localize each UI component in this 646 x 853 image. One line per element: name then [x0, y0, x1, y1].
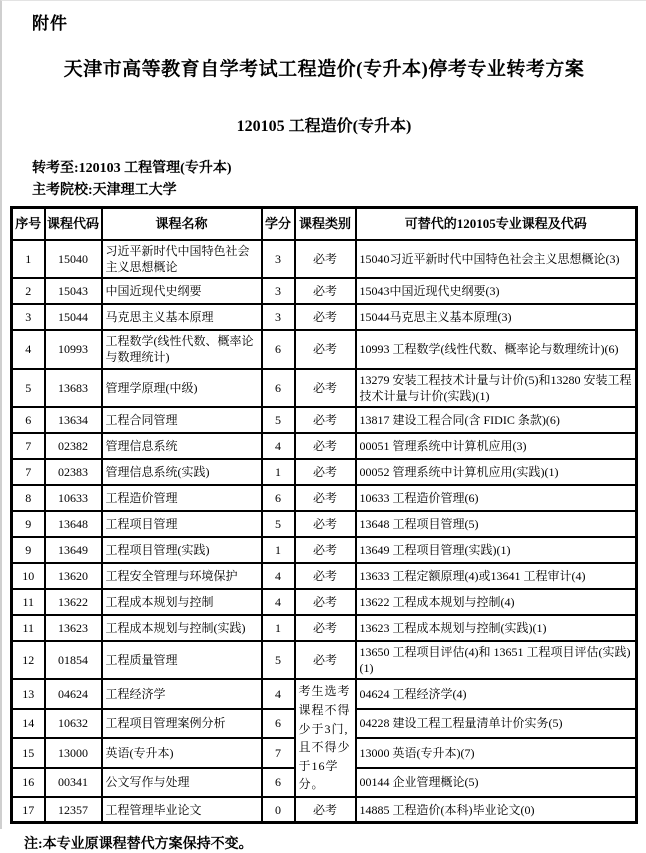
cell-replacement: 14885 工程造价(本科)毕业论文(0): [356, 797, 637, 823]
cell-category: 必考: [295, 797, 356, 823]
cell-replacement: 10633 工程造价管理(6): [356, 485, 637, 511]
cell-seq: 9: [12, 511, 45, 537]
cell-code: 13648: [45, 511, 102, 537]
cell-category: 必考: [295, 563, 356, 589]
cell-credit: 3: [262, 240, 295, 278]
cell-name: 工程合同管理: [102, 407, 262, 433]
cell-replacement: 13633 工程定额原理(4)或13641 工程审计(4): [356, 563, 637, 589]
cell-credit: 5: [262, 407, 295, 433]
cell-replacement: 13649 工程项目管理(实践)(1): [356, 537, 637, 563]
cell-name: 工程造价管理: [102, 485, 262, 511]
cell-seq: 11: [12, 615, 45, 641]
cell-credit: 1: [262, 537, 295, 563]
major-code-subtitle: 120105 工程造价(专升本): [236, 118, 412, 135]
table-row: [12, 304, 637, 330]
cell-credit: 1: [262, 459, 295, 485]
cell-code: 13623: [45, 615, 102, 641]
cell-name: 马克思主义基本原理: [102, 304, 262, 330]
cell-credit: 5: [262, 641, 295, 679]
cell-category: 必考: [295, 330, 356, 368]
cell-code: 13649: [45, 537, 102, 563]
cell-name: 工程项目管理: [102, 511, 262, 537]
cell-category: 必考: [295, 537, 356, 563]
cell-replacement: 04624 工程经济学(4): [356, 679, 637, 708]
table-row: [12, 641, 637, 679]
cell-replacement: 13623 工程成本规划与控制(实践)(1): [356, 615, 637, 641]
cell-credit: 4: [262, 433, 295, 459]
cell-name: 工程经济学: [102, 679, 262, 708]
cell-seq: 4: [12, 330, 45, 368]
footer-note: 注:本专业原课程替代方案保持不变。: [24, 837, 253, 853]
cell-seq: 15: [12, 738, 45, 767]
cell-replacement: 15040习近平新时代中国特色社会主义思想概论(3): [356, 240, 637, 278]
cell-category: 必考: [295, 407, 356, 433]
table-row: [12, 589, 637, 615]
cell-credit: 6: [262, 369, 295, 407]
cell-credit: 5: [262, 511, 295, 537]
cell-credit: 6: [262, 330, 295, 368]
cell-category: 必考: [295, 433, 356, 459]
cell-code: 13683: [45, 369, 102, 407]
table-row: [12, 797, 637, 823]
table-row: [12, 615, 637, 641]
cell-category: 必考: [295, 278, 356, 304]
cell-seq: 5: [12, 369, 45, 407]
table-row: [12, 330, 637, 368]
cell-category: 必考: [295, 485, 356, 511]
table-row: [12, 369, 637, 407]
cell-replacement: 00052 管理系统中计算机应用(实践)(1): [356, 459, 637, 485]
header-replacement: 可替代的120105专业课程及代码: [356, 208, 637, 240]
cell-name: 中国近现代史纲要: [102, 278, 262, 304]
cell-seq: 8: [12, 485, 45, 511]
cell-code: 02383: [45, 459, 102, 485]
attachment-label: 附件: [32, 14, 68, 33]
cell-name: 英语(专升本): [102, 738, 262, 767]
cell-credit: 1: [262, 615, 295, 641]
table-row: [12, 537, 637, 563]
cell-code: 13620: [45, 563, 102, 589]
cell-code: 00341: [45, 768, 102, 797]
cell-replacement: 00144 企业管理概论(5): [356, 768, 637, 797]
cell-name: 工程项目管理案例分析: [102, 709, 262, 738]
cell-replacement: 13000 英语(专升本)(7): [356, 738, 637, 767]
cell-credit: 3: [262, 278, 295, 304]
cell-name: 工程安全管理与环境保护: [102, 563, 262, 589]
cell-seq: 10: [12, 563, 45, 589]
table-row: [12, 278, 637, 304]
cell-credit: 3: [262, 304, 295, 330]
cell-code: 02382: [45, 433, 102, 459]
cell-seq: 14: [12, 709, 45, 738]
cell-name: 工程管理毕业论文: [102, 797, 262, 823]
cell-code: 12357: [45, 797, 102, 823]
cell-code: 01854: [45, 641, 102, 679]
cell-replacement: 13648 工程项目管理(5): [356, 511, 637, 537]
cell-seq: 6: [12, 407, 45, 433]
cell-seq: 12: [12, 641, 45, 679]
cell-name: 工程项目管理(实践): [102, 537, 262, 563]
table-row: [12, 407, 637, 433]
cell-seq: 17: [12, 797, 45, 823]
header-credit: 学分: [262, 208, 295, 240]
cell-category: 必考: [295, 615, 356, 641]
table-row: [12, 240, 637, 278]
cell-category: 必考: [295, 304, 356, 330]
cell-credit: 0: [262, 797, 295, 823]
cell-seq: 11: [12, 589, 45, 615]
cell-code: 13634: [45, 407, 102, 433]
table-row: [12, 459, 637, 485]
cell-replacement: 13622 工程成本规划与控制(4): [356, 589, 637, 615]
cell-category: 必考: [295, 240, 356, 278]
cell-credit: 7: [262, 738, 295, 767]
cell-replacement: 00051 管理系统中计算机应用(3): [356, 433, 637, 459]
cell-category: 必考: [295, 589, 356, 615]
header-name: 课程名称: [102, 208, 262, 240]
cell-name: 工程成本规划与控制: [102, 589, 262, 615]
cell-name: 管理信息系统(实践): [102, 459, 262, 485]
course-transfer-table: [10, 206, 638, 824]
cell-seq: 13: [12, 679, 45, 708]
cell-category: 必考: [295, 511, 356, 537]
cell-name: 工程质量管理: [102, 641, 262, 679]
table-row: [12, 433, 637, 459]
cell-code: 04624: [45, 679, 102, 708]
cell-replacement: 13817 建设工程合同(含 FIDIC 条款)(6): [356, 407, 637, 433]
cell-seq: 7: [12, 433, 45, 459]
cell-seq: 3: [12, 304, 45, 330]
cell-code: 15044: [45, 304, 102, 330]
cell-seq: 1: [12, 240, 45, 278]
transfer-info: [32, 158, 638, 201]
cell-credit: 6: [262, 709, 295, 738]
cell-credit: 6: [262, 768, 295, 797]
cell-name: 工程数学(线性代数、概率论与数理统计): [102, 330, 262, 368]
table-row: [12, 485, 637, 511]
cell-code: 15040: [45, 240, 102, 278]
cell-code: 13000: [45, 738, 102, 767]
header-category: 课程类别: [295, 208, 356, 240]
cell-credit: 6: [262, 485, 295, 511]
cell-credit: 4: [262, 589, 295, 615]
cell-replacement: 10993 工程数学(线性代数、概率论与数理统计)(6): [356, 330, 637, 368]
cell-name: 习近平新时代中国特色社会主义思想概论: [102, 240, 262, 278]
cell-seq: 2: [12, 278, 45, 304]
table-row: [12, 679, 637, 708]
document-title: 天津市高等教育自学考试工程造价(专升本)停考专业转考方案: [63, 59, 585, 80]
table-row: [12, 563, 637, 589]
cell-replacement: 13279 安装工程技术计量与计价(5)和13280 安装工程技术计量与计价(实践)(1): [356, 369, 637, 407]
cell-replacement: 15044马克思主义基本原理(3): [356, 304, 637, 330]
cell-replacement: 04228 建设工程工程量清单计价实务(5): [356, 709, 637, 738]
cell-credit: 4: [262, 563, 295, 589]
cell-replacement: 13650 工程项目评估(4)和 13651 工程项目评估(实践)(1): [356, 641, 637, 679]
cell-code: 13622: [45, 589, 102, 615]
cell-credit: 4: [262, 679, 295, 708]
cell-seq: 16: [12, 768, 45, 797]
transfer-to-line: 转考至:120103 工程管理(专升本): [32, 161, 232, 176]
cell-category: 必考: [295, 369, 356, 407]
cell-seq: 7: [12, 459, 45, 485]
header-code: 课程代码: [45, 208, 102, 240]
cell-name: 管理信息系统: [102, 433, 262, 459]
table-header-row: [12, 208, 637, 240]
cell-category: 必考: [295, 641, 356, 679]
cell-category: 必考: [295, 459, 356, 485]
cell-replacement: 15043中国近现代史纲要(3): [356, 278, 637, 304]
cell-name: 公文写作与处理: [102, 768, 262, 797]
host-school-line: 主考院校:天津理工大学: [32, 182, 177, 198]
cell-name: 工程成本规划与控制(实践): [102, 615, 262, 641]
cell-elective-note: 考生选考课程不得少于3门,且不得少于16学分。: [295, 679, 356, 797]
table-row: [12, 511, 637, 537]
cell-name: 管理学原理(中级): [102, 369, 262, 407]
header-seq: 序号: [12, 208, 45, 240]
cell-seq: 9: [12, 537, 45, 563]
cell-code: 15043: [45, 278, 102, 304]
cell-code: 10633: [45, 485, 102, 511]
cell-code: 10993: [45, 330, 102, 368]
cell-code: 10632: [45, 709, 102, 738]
